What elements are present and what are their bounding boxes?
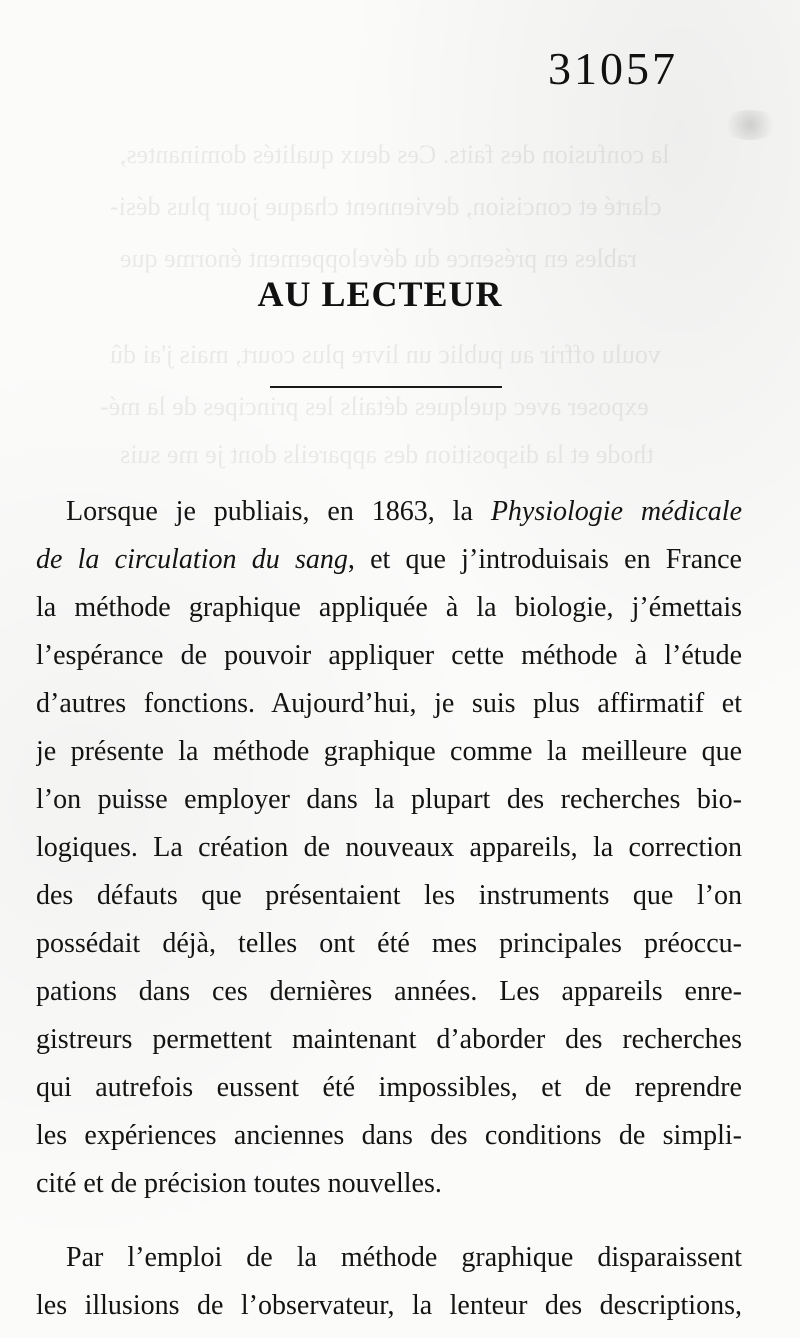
text-line: Par l’emploi de la méthode graphique disparaissent xyxy=(66,1242,742,1273)
catalog-number: 31057 xyxy=(548,43,678,94)
text-line: des défauts que présentaient les instruments que l’on xyxy=(36,880,742,911)
text-line: gistreurs permettent maintenant d’aborder des recherches xyxy=(36,1024,742,1055)
show-through-text: rables en présence du développement énorme que xyxy=(120,244,637,273)
text-segment: , et que j’introduisais en France xyxy=(347,544,742,575)
show-through-text: exposer avec quelques détails les principes de la mé- xyxy=(100,392,649,421)
book-title-italic: Physiologie médicale xyxy=(490,496,742,527)
text-line: pations dans ces dernières années. Les appareils enre- xyxy=(36,976,742,1007)
text-line: les illusions de l’observateur, la lenteur des descriptions, xyxy=(36,1290,742,1321)
ink-smudge xyxy=(720,110,780,140)
text-line: je présente la méthode graphique comme la meilleure que xyxy=(36,736,742,767)
title-divider xyxy=(270,386,502,388)
text-line: d’autres fonctions. Aujourd’hui, je suis plus affirmatif et xyxy=(36,688,742,719)
show-through-text: thode et la disposition des appareils dont je me suis xyxy=(120,440,654,469)
text-line: les expériences anciennes dans des conditions de simpli- xyxy=(36,1120,742,1151)
show-through-text: voulu offrir au public un livre plus court, mais j'ai dû xyxy=(110,340,661,369)
body-text xyxy=(36,488,742,1330)
show-through-text: la confusion des faits. Ces deux qualités dominantes, xyxy=(120,140,670,169)
page-title: AU LECTEUR xyxy=(257,274,503,314)
text-line: qui autrefois eussent été impossibles, et de reprendre xyxy=(36,1072,742,1103)
text-line: l’espérance de pouvoir appliquer cette méthode à l’étude xyxy=(36,640,742,671)
book-title-italic: de la circulation du sang xyxy=(36,544,348,575)
text-line: l’on puisse employer dans la plupart des recherches bio- xyxy=(36,784,742,815)
text-line: logiques. La création de nouveaux appareils, la correction xyxy=(36,832,742,863)
text-line: cité et de précision toutes nouvelles. xyxy=(36,1168,442,1199)
text-segment: Lorsque je publiais, en 1863, la xyxy=(66,496,491,527)
text-line: possédait déjà, telles ont été mes principales préoccu- xyxy=(36,928,742,959)
text-line xyxy=(36,536,742,584)
text-line xyxy=(36,488,742,536)
show-through-text: clarté et concision, deviennent chaque jour plus dési- xyxy=(110,192,662,221)
text-line: la méthode graphique appliquée à la biologie, j’émettais xyxy=(36,592,742,623)
